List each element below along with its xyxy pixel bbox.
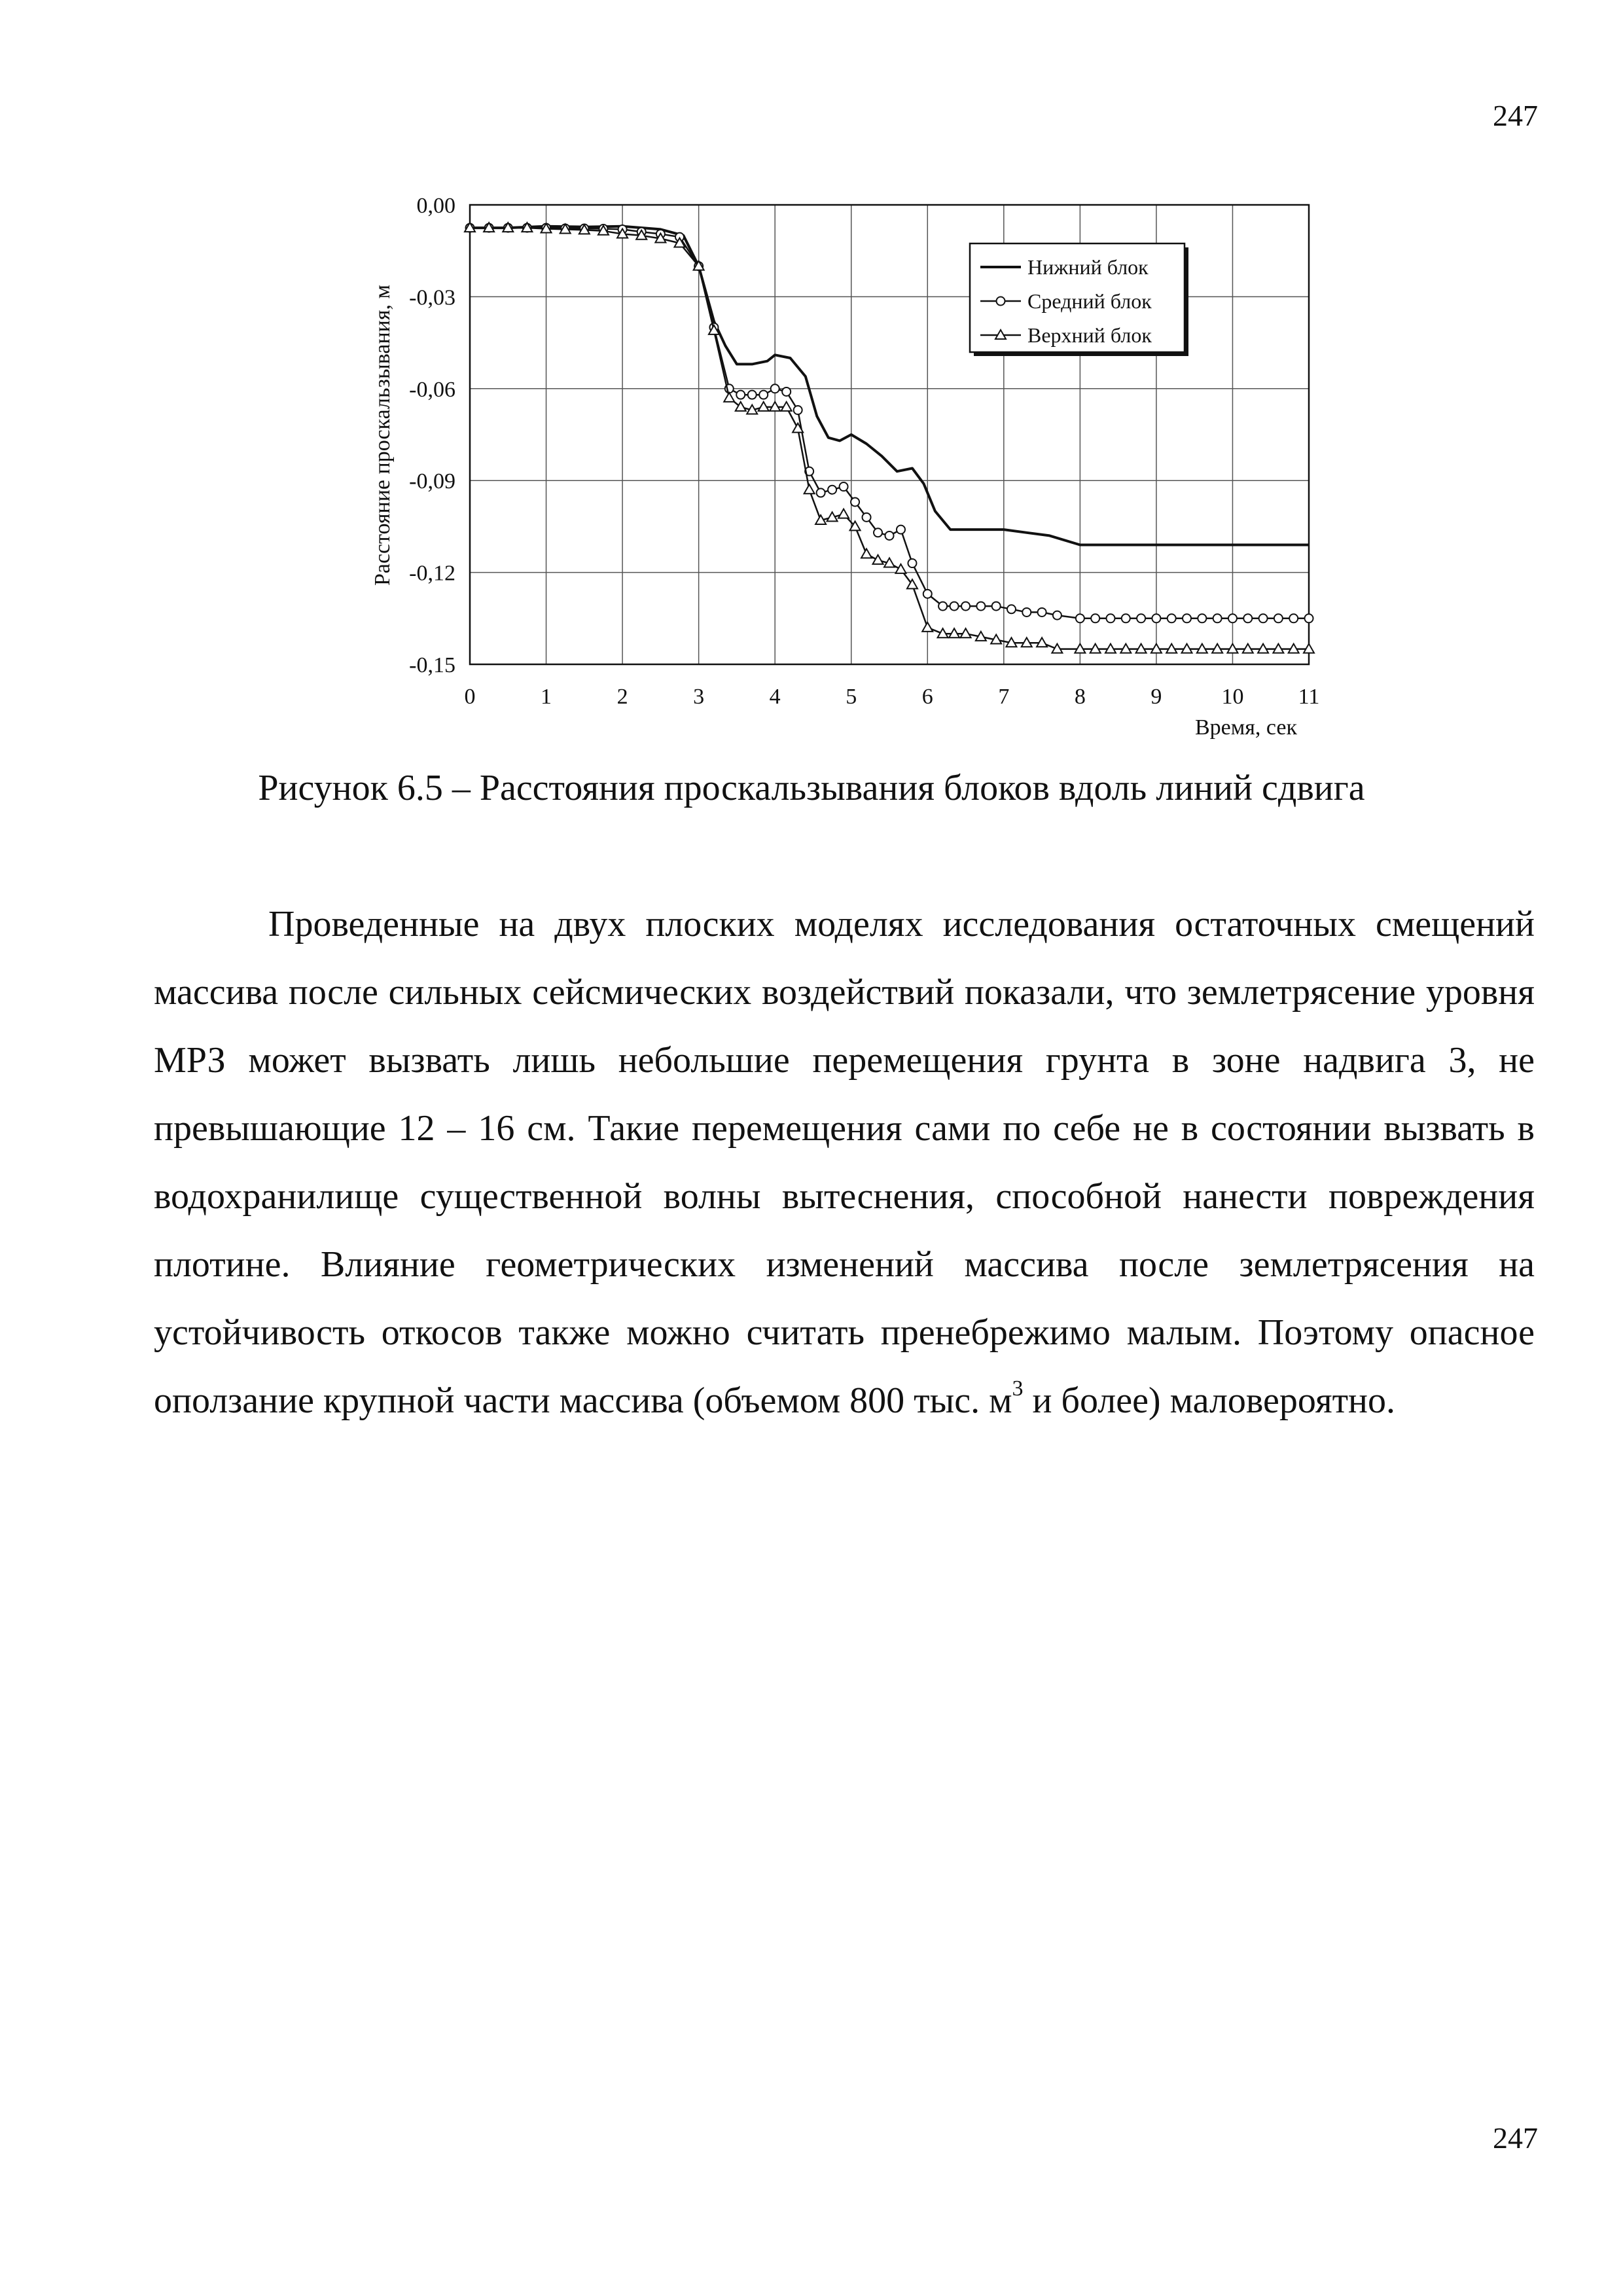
body-text xyxy=(154,890,1535,1435)
data-point-circle xyxy=(874,528,882,537)
figure-caption: Рисунок 6.5 – Расстояния проскальзывания блоков вдоль линий сдвига xyxy=(258,768,1365,808)
data-point-circle xyxy=(1228,614,1237,622)
data-point-triangle xyxy=(922,622,933,632)
data-point-triangle xyxy=(804,484,815,493)
legend-label: Нижний блок xyxy=(1027,255,1149,279)
x-tick-label: 9 xyxy=(1150,685,1162,709)
data-point-circle xyxy=(851,497,859,506)
data-point-circle xyxy=(1053,611,1061,620)
data-point-circle xyxy=(1198,614,1206,622)
x-tick-label: 6 xyxy=(921,685,933,709)
cubic-superscript: 3 xyxy=(1012,1376,1024,1401)
body-paragraph xyxy=(154,890,1535,1435)
data-point-circle xyxy=(1243,614,1252,622)
data-point-circle xyxy=(923,590,932,598)
data-point-circle xyxy=(1168,614,1176,622)
data-point-triangle xyxy=(895,564,906,573)
data-point-circle xyxy=(1122,614,1130,622)
x-tick-label: 5 xyxy=(846,685,857,709)
data-point-triangle xyxy=(724,393,734,402)
data-point-circle xyxy=(1305,614,1313,622)
data-point-circle xyxy=(1183,614,1191,622)
x-tick-label: 10 xyxy=(1221,685,1244,709)
page-number-bottom: 247 xyxy=(1493,2121,1538,2155)
data-point-circle xyxy=(938,602,947,611)
data-point-circle xyxy=(992,602,1001,611)
y-tick-label: -0,09 xyxy=(409,469,455,494)
x-tick-label: 7 xyxy=(998,685,1010,709)
data-point-circle xyxy=(1259,614,1268,622)
data-point-circle xyxy=(1091,614,1099,622)
chart-legend xyxy=(970,243,1188,356)
data-point-circle xyxy=(885,531,894,540)
data-point-triangle xyxy=(861,549,872,558)
x-tick-label: 2 xyxy=(616,685,628,709)
data-point-circle xyxy=(759,391,768,399)
y-tick-label: 0,00 xyxy=(416,194,455,218)
paragraph-main-text: Проведенные на двух плоских моделях исследования остаточных смещений массива после сильных сейсмических воздействий показали, что землетрясение уровня МРЗ может вызвать лишь небольшие перемещения грунта в зоне надвига 3, не превышающие 12 – 16 см. Такие перемещения сами по себе не в состоянии вызвать в водохранилище существенной волны вытеснения, способной нанести повреждения плотине. Влияние геометрических изменений массива после землетрясения на устойчивость откосов также можно считать пренебрежимо малым. Поэтому опасное оползание крупной части массива (объемом 800 тыс. м xyxy=(154,904,1535,1421)
data-point-circle xyxy=(1274,614,1283,622)
y-tick-label: -0,15 xyxy=(409,653,455,677)
y-tick-label: -0,12 xyxy=(409,561,455,586)
data-point-circle xyxy=(1137,614,1145,622)
data-point-circle xyxy=(748,391,757,399)
page-number-top: 247 xyxy=(1493,99,1538,132)
data-point-circle xyxy=(961,602,970,611)
x-tick-label: 1 xyxy=(541,685,552,709)
data-point-circle xyxy=(782,387,791,396)
data-point-circle xyxy=(1007,605,1016,613)
data-point-circle xyxy=(976,602,985,611)
y-tick-label: -0,03 xyxy=(409,285,455,310)
data-point-triangle xyxy=(873,555,883,564)
data-point-circle xyxy=(1038,608,1046,617)
data-point-circle xyxy=(736,391,745,399)
paragraph-tail-text: и более) маловероятно. xyxy=(1023,1380,1396,1421)
data-point-circle xyxy=(1022,608,1031,617)
legend-label: Средний блок xyxy=(1027,289,1152,313)
data-point-triangle xyxy=(838,509,849,518)
y-axis-label: Расстояние проскальзывания, м xyxy=(370,284,395,586)
data-point-circle xyxy=(1289,614,1298,622)
data-point-circle xyxy=(1152,614,1160,622)
x-tick-label: 11 xyxy=(1298,685,1320,709)
data-point-circle xyxy=(908,559,916,567)
x-tick-label: 0 xyxy=(464,685,476,709)
data-point-circle xyxy=(1076,614,1084,622)
legend-marker xyxy=(997,297,1005,306)
legend-label: Верхний блок xyxy=(1027,323,1152,347)
data-point-circle xyxy=(817,488,825,497)
x-axis-label: Время, сек xyxy=(1194,715,1297,740)
data-point-circle xyxy=(863,513,871,522)
x-tick-label: 4 xyxy=(769,685,781,709)
data-point-circle xyxy=(1213,614,1222,622)
data-point-circle xyxy=(1106,614,1115,622)
y-tick-label: -0,06 xyxy=(409,377,455,402)
data-point-circle xyxy=(794,406,802,414)
slip-distance-chart xyxy=(340,164,1361,753)
data-point-circle xyxy=(771,384,779,393)
x-tick-label: 8 xyxy=(1074,685,1086,709)
data-point-circle xyxy=(840,482,848,491)
data-point-circle xyxy=(897,526,905,534)
data-point-circle xyxy=(828,486,836,494)
data-point-circle xyxy=(950,602,959,611)
x-tick-label: 3 xyxy=(693,685,705,709)
